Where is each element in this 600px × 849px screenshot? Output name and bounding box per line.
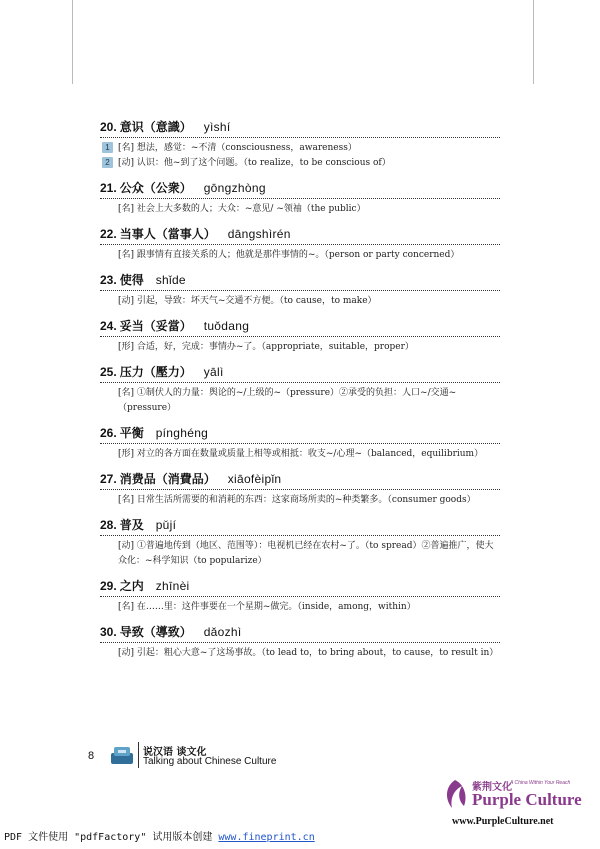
book-title-cn: 说汉语 谈文化 bbox=[143, 747, 207, 758]
vocab-definition bbox=[100, 600, 500, 615]
vocab-definition bbox=[100, 340, 500, 355]
vocab-definition bbox=[100, 493, 500, 508]
vocab-pinyin: dāngshìrén bbox=[227, 227, 291, 241]
book-logo-icon bbox=[110, 744, 134, 766]
vocab-pinyin: gōngzhòng bbox=[203, 181, 266, 195]
vocab-definition bbox=[100, 202, 500, 217]
dotted-rule bbox=[100, 489, 500, 490]
definition-text: [名] 想法，感觉：~不清（consciousness，awareness） bbox=[118, 143, 357, 153]
vocab-number: 24. bbox=[100, 319, 117, 333]
page-edge-left bbox=[72, 0, 73, 84]
watermark-tagline: A China Within Your Reach bbox=[510, 780, 571, 786]
vocab-pinyin: zhīnèi bbox=[155, 579, 190, 593]
watermark-url: www.PurpleCulture.net bbox=[452, 816, 554, 827]
vocab-number: 21. bbox=[100, 181, 117, 195]
vocab-entry bbox=[100, 118, 500, 171]
vocab-definition bbox=[100, 447, 500, 462]
pdf-note-link[interactable]: www.fineprint.cn bbox=[218, 832, 315, 843]
vocab-word: 消费品（消費品） bbox=[119, 472, 216, 486]
dotted-rule bbox=[100, 443, 500, 444]
vocab-number: 29. bbox=[100, 579, 117, 593]
vocab-number: 30. bbox=[100, 625, 117, 639]
vocab-pinyin: pínghéng bbox=[155, 426, 209, 440]
definition-text: [形] 合适，好，完成：事情办~了。（appropriate，suitable，proper） bbox=[118, 342, 414, 352]
vocab-entry bbox=[100, 363, 500, 416]
dotted-rule bbox=[100, 198, 500, 199]
definition-text: [形] 对立的各方面在数量或质量上相等或相抵：收支~/心理~（balanced，equilibrium） bbox=[118, 449, 484, 459]
top-margin bbox=[0, 0, 600, 84]
vocab-word: 妥当（妥當） bbox=[119, 319, 192, 333]
vocab-word: 导致（導致） bbox=[119, 625, 192, 639]
watermark-cn: 紫荆文化 bbox=[472, 782, 512, 793]
vocab-pinyin: yìshí bbox=[203, 120, 231, 134]
vocab-word: 意识（意識） bbox=[119, 120, 192, 134]
purple-culture-logo-icon bbox=[440, 778, 470, 812]
vocab-word: 平衡 bbox=[119, 426, 144, 440]
vocab-number: 25. bbox=[100, 365, 117, 379]
definition-text: [动] 引起，导致：坏天气~交通不方便。（to cause，to make） bbox=[118, 296, 377, 306]
vocab-pinyin: dǎozhì bbox=[203, 625, 242, 639]
vocab-entry bbox=[100, 623, 500, 661]
vocab-head bbox=[100, 225, 500, 243]
definition-text: [名] ①制伏人的力量：舆论的~/上级的~（pressure）②承受的负担：人口~/交通~（pressure） bbox=[118, 388, 457, 413]
footer-divider bbox=[138, 742, 139, 768]
definition-text: [名] 社会上大多数的人；大众：~意见/ ~领袖（the public） bbox=[118, 204, 366, 214]
vocab-definition bbox=[100, 141, 500, 156]
vocab-definition bbox=[100, 646, 500, 661]
vocab-entry bbox=[100, 516, 500, 569]
page-footer bbox=[88, 742, 388, 772]
vocab-pinyin: pǔjí bbox=[155, 518, 177, 532]
book-title-en: Talking about Chinese Culture bbox=[143, 756, 277, 767]
vocab-word: 之内 bbox=[119, 579, 144, 593]
vocab-entry bbox=[100, 179, 500, 217]
vocab-head bbox=[100, 470, 500, 488]
page-edge-right bbox=[533, 0, 534, 84]
vocab-definition bbox=[100, 294, 500, 309]
vocab-definition bbox=[100, 539, 500, 569]
vocab-number: 20. bbox=[100, 120, 117, 134]
vocab-number: 23. bbox=[100, 273, 117, 287]
vocab-word: 普及 bbox=[119, 518, 144, 532]
purple-culture-watermark bbox=[438, 776, 588, 832]
dotted-rule bbox=[100, 137, 500, 138]
definition-text: [名] 日常生活所需要的和消耗的东西：这家商场所卖的~种类繁多。（consumer goods） bbox=[118, 495, 476, 505]
vocab-number: 22. bbox=[100, 227, 117, 241]
vocab-head bbox=[100, 179, 500, 197]
page-number: 8 bbox=[88, 750, 95, 762]
vocab-head bbox=[100, 424, 500, 442]
definition-text: [名] 在……里：这件事要在一个星期~做完。（inside，among，within） bbox=[118, 602, 416, 612]
watermark-brand: Purple Culture bbox=[472, 790, 582, 809]
dotted-rule bbox=[100, 244, 500, 245]
vocab-pinyin: yālì bbox=[203, 365, 224, 379]
dotted-rule bbox=[100, 382, 500, 383]
vocab-entry bbox=[100, 317, 500, 355]
vocab-entry bbox=[100, 577, 500, 615]
pdf-note-text: PDF 文件使用 "pdfFactory" 试用版本创建 bbox=[4, 832, 219, 843]
vocab-definition bbox=[100, 156, 500, 171]
vocab-head bbox=[100, 577, 500, 595]
vocab-definition bbox=[100, 386, 500, 416]
pdf-factory-note bbox=[4, 828, 315, 843]
vocab-definition bbox=[100, 248, 500, 263]
definition-text: [动] 认识：他~到了这个问题。（to realize，to be conscious of） bbox=[118, 158, 391, 168]
vocab-word: 压力（壓力） bbox=[119, 365, 192, 379]
dotted-rule bbox=[100, 336, 500, 337]
sense-number-badge: 1 bbox=[102, 142, 113, 153]
sense-number-badge: 2 bbox=[102, 157, 113, 168]
vocab-entry bbox=[100, 271, 500, 309]
vocabulary-list bbox=[100, 118, 500, 669]
vocab-head bbox=[100, 271, 500, 289]
dotted-rule bbox=[100, 290, 500, 291]
vocab-pinyin: shǐde bbox=[155, 273, 186, 287]
vocab-head bbox=[100, 623, 500, 641]
vocab-entry bbox=[100, 225, 500, 263]
dotted-rule bbox=[100, 596, 500, 597]
vocab-number: 28. bbox=[100, 518, 117, 532]
vocab-head bbox=[100, 363, 500, 381]
vocab-word: 公众（公衆） bbox=[119, 181, 192, 195]
vocab-number: 26. bbox=[100, 426, 117, 440]
vocab-head bbox=[100, 317, 500, 335]
vocab-entry bbox=[100, 424, 500, 462]
vocab-pinyin: xiāofèipǐn bbox=[227, 472, 282, 486]
dotted-rule bbox=[100, 535, 500, 536]
vocab-pinyin: tuǒdang bbox=[203, 319, 250, 333]
vocab-word: 使得 bbox=[119, 273, 144, 287]
vocab-head bbox=[100, 516, 500, 534]
vocab-word: 当事人（當事人） bbox=[119, 227, 216, 241]
dotted-rule bbox=[100, 642, 500, 643]
vocab-number: 27. bbox=[100, 472, 117, 486]
definition-text: [动] 引起：粗心大意~了这场事故。（to lead to，to bring about，to cause，to result in） bbox=[118, 648, 499, 658]
vocab-entry bbox=[100, 470, 500, 508]
definition-text: [动] ①普遍地传到（地区、范围等）：电视机已经在农村~了。（to spread）②普遍推广，使大众化：~科学知识（to popularize） bbox=[118, 541, 494, 566]
definition-text: [名] 跟事情有直接关系的人；他就是那件事情的~。（person or party concerned） bbox=[118, 250, 460, 260]
vocab-head bbox=[100, 118, 500, 136]
